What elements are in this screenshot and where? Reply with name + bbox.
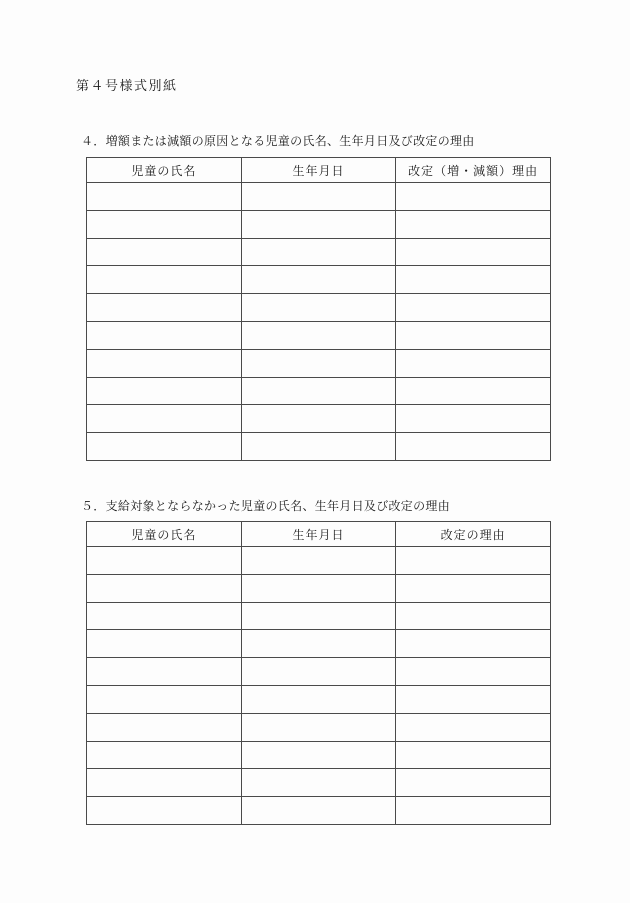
table-row: [87, 713, 551, 741]
empty-cell: [396, 321, 551, 349]
empty-cell: [241, 294, 396, 322]
empty-cell: [396, 797, 551, 825]
empty-cell: [241, 547, 396, 575]
table-row: [87, 377, 551, 405]
empty-cell: [241, 769, 396, 797]
empty-cell: [396, 713, 551, 741]
table-row: [87, 658, 551, 686]
empty-cell: [87, 658, 242, 686]
empty-cell: [87, 547, 242, 575]
empty-cell: [241, 741, 396, 769]
table-row: [87, 433, 551, 461]
empty-cell: [396, 377, 551, 405]
empty-cell: [396, 658, 551, 686]
empty-cell: [87, 713, 242, 741]
empty-cell: [87, 238, 242, 266]
empty-cell: [241, 713, 396, 741]
table-row: [87, 602, 551, 630]
empty-cell: [396, 574, 551, 602]
empty-cell: [87, 294, 242, 322]
empty-cell: [241, 210, 396, 238]
empty-cell: [87, 266, 242, 294]
empty-cell: [241, 183, 396, 211]
table-header-row: [87, 522, 551, 547]
table-row: [87, 266, 551, 294]
empty-cell: [241, 266, 396, 294]
empty-cell: [396, 210, 551, 238]
table-header-row: [87, 158, 551, 183]
section-heading-increase-decrease: ４．増額または減額の原因となる児童の氏名、生年月日及び改定の理由: [81, 134, 475, 148]
empty-cell: [87, 405, 242, 433]
empty-cell: [87, 769, 242, 797]
empty-cell: [87, 210, 242, 238]
empty-cell: [396, 405, 551, 433]
form-title: 第４号様式別紙: [76, 78, 178, 93]
column-header: 生年月日: [241, 158, 396, 183]
table-row: [87, 797, 551, 825]
empty-cell: [241, 658, 396, 686]
empty-cell: [396, 741, 551, 769]
table-row: [87, 183, 551, 211]
table-row: [87, 574, 551, 602]
empty-cell: [87, 377, 242, 405]
empty-cell: [396, 266, 551, 294]
empty-cell: [241, 433, 396, 461]
column-header: 生年月日: [241, 522, 396, 547]
table-row: [87, 321, 551, 349]
table-row: [87, 405, 551, 433]
table-row: [87, 741, 551, 769]
empty-cell: [87, 741, 242, 769]
empty-cell: [241, 349, 396, 377]
empty-cell: [87, 321, 242, 349]
empty-cell: [396, 685, 551, 713]
empty-cell: [396, 349, 551, 377]
empty-cell: [241, 238, 396, 266]
empty-cell: [87, 183, 242, 211]
table-row: [87, 210, 551, 238]
empty-cell: [87, 685, 242, 713]
column-header: 改定の理由: [396, 522, 551, 547]
empty-cell: [87, 602, 242, 630]
empty-cell: [241, 685, 396, 713]
empty-cell: [241, 405, 396, 433]
empty-cell: [396, 602, 551, 630]
empty-cell: [241, 574, 396, 602]
empty-cell: [87, 574, 242, 602]
empty-cell: [87, 797, 242, 825]
table-row: [87, 294, 551, 322]
column-header: 改定（増・減額）理由: [396, 158, 551, 183]
empty-cell: [241, 602, 396, 630]
empty-cell: [241, 630, 396, 658]
table-not-eligible-reasons: [86, 521, 551, 825]
empty-cell: [87, 630, 242, 658]
empty-cell: [87, 433, 242, 461]
empty-cell: [396, 547, 551, 575]
section-heading-not-eligible: ５．支給対象とならなかった児童の氏名、生年月日及び改定の理由: [81, 499, 451, 513]
empty-cell: [396, 183, 551, 211]
table-row: [87, 630, 551, 658]
empty-cell: [241, 377, 396, 405]
empty-cell: [241, 797, 396, 825]
table-row: [87, 238, 551, 266]
empty-cell: [396, 294, 551, 322]
empty-cell: [87, 349, 242, 377]
empty-cell: [396, 433, 551, 461]
table-increase-decrease-reasons: [86, 157, 551, 461]
table-row: [87, 349, 551, 377]
empty-cell: [396, 630, 551, 658]
empty-cell: [396, 769, 551, 797]
table-row: [87, 769, 551, 797]
table-row: [87, 547, 551, 575]
empty-cell: [241, 321, 396, 349]
column-header: 児童の氏名: [87, 522, 242, 547]
column-header: 児童の氏名: [87, 158, 242, 183]
empty-cell: [396, 238, 551, 266]
table-row: [87, 685, 551, 713]
